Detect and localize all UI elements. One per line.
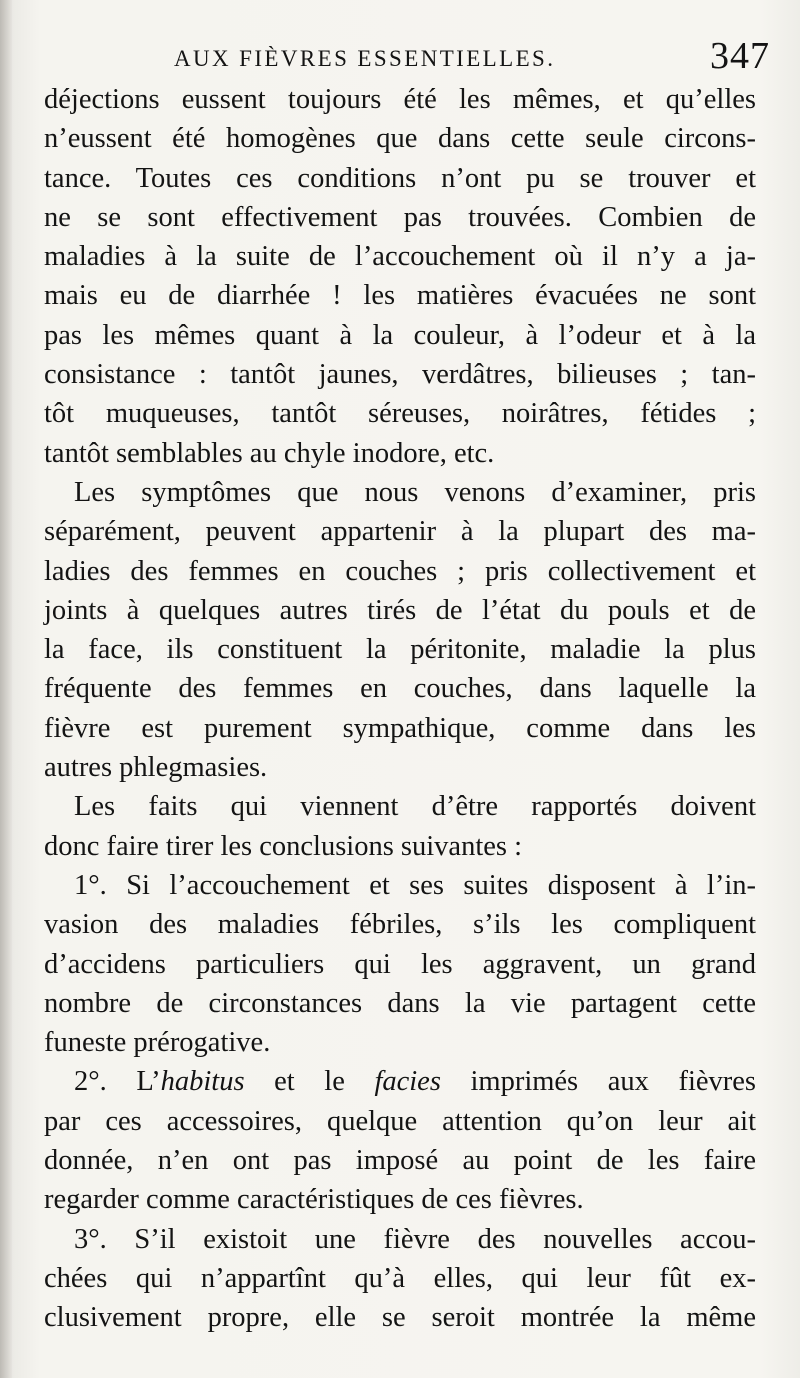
running-head: AUX FIÈVRES ESSENTIELLES. bbox=[174, 46, 556, 71]
text-run: 2°. L’ bbox=[74, 1066, 161, 1098]
text-line: donnée, n’en ont pas imposé au point de les faire bbox=[44, 1145, 756, 1177]
text-line: tôt muqueuses, tantôt séreuses, noirâtres, fétides ; bbox=[44, 398, 756, 430]
text-run: imprimés aux fièvres bbox=[440, 1066, 756, 1098]
italic-term: facies bbox=[374, 1066, 441, 1098]
text-line: Les symptômes que nous venons d’examiner, pris bbox=[74, 476, 756, 508]
page-edge-shadow bbox=[0, 0, 12, 1378]
text-line: chées qui n’appartînt qu’à elles, qui leur fût ex- bbox=[44, 1262, 756, 1294]
text-line: mais eu de diarrhée ! les matières évacuées ne sont bbox=[44, 280, 756, 312]
text-line: 3°. S’il existoit une fièvre des nouvelles accou- bbox=[74, 1223, 756, 1255]
text-line: autres phlegmasies. bbox=[44, 752, 268, 784]
text-line: n’eussent été homogènes que dans cette seule circons- bbox=[44, 123, 756, 155]
text-line: tantôt semblables au chyle inodore, etc. bbox=[44, 437, 495, 469]
text-line: fièvre est purement sympathique, comme dans les bbox=[44, 712, 756, 744]
text-line: joints à quelques autres tirés de l’état du pouls et de bbox=[44, 594, 756, 626]
text-line: ne se sont effectivement pas trouvées. Combien de bbox=[44, 201, 756, 233]
text-line: clusivement propre, elle se seroit montrée la même bbox=[44, 1302, 756, 1334]
text-line: 1°. Si l’accouchement et ses suites disposent à l’in- bbox=[74, 869, 756, 901]
italic-term: habitus bbox=[160, 1066, 245, 1098]
text-line: regarder comme caractéristiques de ces fièvres. bbox=[44, 1184, 584, 1216]
text-line bbox=[44, 1062, 756, 1101]
text-line: séparément, peuvent appartenir à la plupart des ma- bbox=[44, 516, 756, 548]
text-line: déjections eussent toujours été les mêmes, et qu’elles bbox=[44, 84, 756, 115]
text-line: fréquente des femmes en couches, dans laquelle la bbox=[44, 673, 756, 705]
text-line: consistance : tantôt jaunes, verdâtres, bilieuses ; tan- bbox=[44, 359, 756, 391]
text-line: la face, ils constituent la péritonite, maladie la plus bbox=[44, 634, 756, 666]
text-line: vasion des maladies fébriles, s’ils les compliquent bbox=[44, 909, 756, 941]
text-line: donc faire tirer les conclusions suivantes : bbox=[44, 830, 523, 862]
page-number: 347 bbox=[710, 35, 770, 77]
text-line: d’accidens particuliers qui les aggravent, un grand bbox=[44, 948, 756, 980]
text-run: et le bbox=[244, 1066, 375, 1098]
page-header bbox=[40, 34, 770, 84]
body-text bbox=[44, 80, 756, 1338]
text-line: ladies des femmes en couches ; pris collectivement et bbox=[44, 555, 756, 587]
text-line: par ces accessoires, quelque attention qu’on leur ait bbox=[44, 1105, 756, 1137]
text-line: funeste prérogative. bbox=[44, 1027, 271, 1059]
text-line: tance. Toutes ces conditions n’ont pu se trouver et bbox=[44, 162, 756, 194]
text-line: Les faits qui viennent d’être rapportés doivent bbox=[74, 791, 756, 823]
text-line: pas les mêmes quant à la couleur, à l’odeur et à la bbox=[44, 319, 756, 351]
text-line: maladies à la suite de l’accouchement où il n’y a ja- bbox=[44, 241, 756, 273]
text-line: nombre de circonstances dans la vie partagent cette bbox=[44, 987, 756, 1019]
